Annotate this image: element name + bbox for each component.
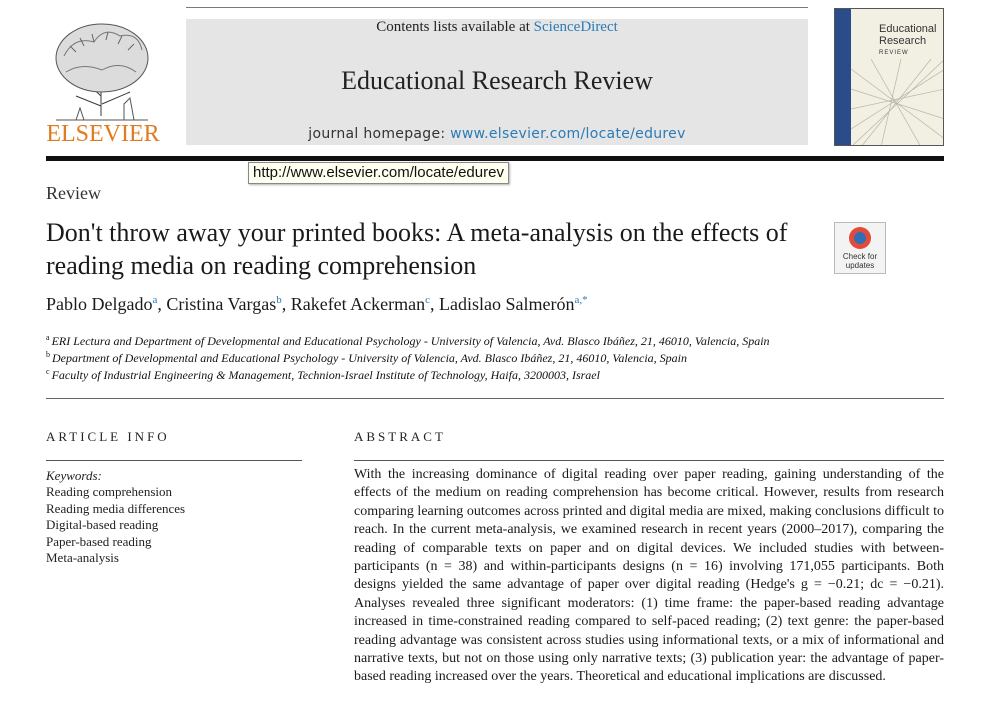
affiliation: [46, 367, 600, 383]
cover-spine-strip: [835, 9, 851, 146]
sciencedirect-link[interactable]: ScienceDirect: [533, 19, 618, 35]
cover-title-line-1: Educational: [879, 23, 937, 35]
keyword-item: Paper-based reading: [46, 533, 152, 549]
header-divider: [46, 156, 944, 161]
top-rule: [186, 7, 808, 8]
section-divider: [46, 398, 944, 399]
check-label-line-1: Check for: [842, 252, 878, 261]
affiliation: [46, 350, 687, 366]
check-for-updates-button[interactable]: [834, 222, 886, 274]
affiliation-text: Department of Developmental and Educational Psychology - University of Valencia, Avd. Blasco Ibáñez, 21, 46010, Valencia, Spain: [52, 351, 687, 365]
author-affiliation-mark[interactable]: b: [276, 294, 282, 306]
author-affiliation-mark[interactable]: c: [425, 294, 431, 306]
author-name[interactable]: Pablo Delgado: [46, 294, 153, 314]
cover-title: [879, 23, 941, 59]
keyword-item: Reading media differences: [46, 500, 186, 516]
homepage-prefix: journal homepage:: [308, 126, 451, 142]
abstract-text: With the increasing dominance of digital reading over paper reading, gaining understanding of the effects of the medium on reading comprehension has become critical. However, results from research comparing learning outcomes across printed and digital media are mixed, making conclusions difficult to reach. In the current meta-analysis, we examined research in recent years (2000–2017), comparing the reading of comparable texts on paper and on digital devices. We included studies with between-participants (n = 38) and within-participants designs (n = 16) involving 171,055 participants. Both designs yielded the same advantage of paper over digital reading (Hedge's g = −0.21; dc = −0.21). Analyses revealed three significant moderators: (1) time frame: the paper-based reading advantage increased in time-constrained reading compared to self-paced reading; (2) text genre: the paper-based reading advantage was consistent across studies using informational texts, or a mix of informational and narrative texts, but not on those using only narrative texts; (3) publication year: the advantage of paper-based reading increased over the years. Theoretical and educational implications are discussed.: [354, 467, 944, 685]
cover-pattern: [851, 59, 944, 146]
check-label-line-2: updates: [845, 261, 875, 270]
author-name[interactable]: Cristina Vargas: [166, 294, 277, 314]
keyword-list: [46, 484, 185, 567]
article-info-heading: ARTICLE INFO: [46, 429, 170, 444]
elsevier-wordmark[interactable]: ELSEVIER: [46, 121, 160, 147]
cover-title-line-2: Research: [879, 35, 927, 47]
author-list: [46, 294, 588, 315]
affiliation-mark: a: [46, 333, 50, 342]
author-separator: ,: [430, 294, 440, 314]
author-name[interactable]: Rakefet Ackerman: [290, 294, 426, 314]
article-info-rule: [46, 460, 302, 461]
journal-cover-image[interactable]: [834, 8, 944, 146]
author-separator: ,: [281, 294, 291, 314]
affiliation: [46, 333, 770, 349]
homepage-link[interactable]: www.elsevier.com/locate/edurev: [450, 126, 686, 142]
abstract-heading: ABSTRACT: [354, 429, 446, 444]
crossmark-inner-icon: [854, 232, 866, 244]
contents-line: [186, 19, 808, 36]
author-separator: ,: [157, 294, 167, 314]
article-title: Don't throw away your printed books: A meta-analysis on the effects of reading media on reading comprehension: [46, 218, 788, 280]
affiliation-mark: b: [46, 350, 50, 359]
author-affiliation-mark[interactable]: a,*: [574, 294, 588, 306]
cover-title-line-3: REVIEW: [879, 50, 909, 56]
contents-prefix: Contents lists available at: [376, 19, 534, 35]
journal-homepage: [186, 126, 808, 142]
abstract-rule: [354, 460, 944, 461]
affiliation-mark: c: [46, 367, 50, 376]
keyword-item: Reading comprehension: [46, 484, 172, 499]
keyword-item: Meta-analysis: [46, 550, 119, 565]
keyword-item: Digital-based reading: [46, 517, 159, 532]
author-name[interactable]: Ladislao Salmerón: [439, 294, 575, 314]
article-type: Review: [46, 183, 101, 203]
abstract-body: [354, 466, 944, 687]
author-affiliation-mark[interactable]: a: [152, 294, 158, 306]
crossmark-icon: [849, 227, 871, 249]
url-tooltip: http://www.elsevier.com/locate/edurev: [248, 162, 509, 184]
keywords-label: Keywords:: [46, 468, 102, 483]
journal-title: Educational Research Review: [341, 66, 653, 95]
check-for-updates-label: [835, 252, 885, 270]
affiliation-text: Faculty of Industrial Engineering & Management, Technion-Israel Institute of Technology, Haifa, 3200003, Israel: [51, 368, 600, 382]
affiliation-text: ERI Lectura and Department of Developmental and Educational Psychology - University of Valencia, Avd. Blasco Ibáñez, 21, 46010, Valencia, Spain: [51, 334, 770, 348]
